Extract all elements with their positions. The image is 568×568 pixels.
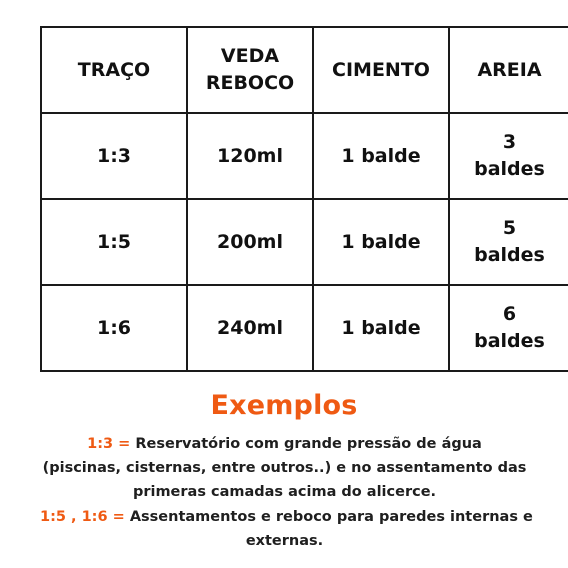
example-2-key: 1:5 , 1:6 = — [40, 509, 125, 525]
table-row — [41, 285, 568, 371]
cell-veda-reboco: 240ml — [187, 285, 313, 371]
header-traco: TRAÇO — [41, 27, 187, 113]
examples-title: Exemplos — [210, 390, 358, 421]
cell-cimento: 1 balde — [313, 199, 449, 285]
mix-ratio-table — [40, 26, 568, 372]
example-2 — [40, 505, 533, 553]
header-veda-reboco: VEDA REBOCO — [187, 27, 313, 113]
example-1 — [40, 432, 529, 504]
cell-veda-reboco: 200ml — [187, 199, 313, 285]
cell-areia: 3 baldes — [449, 113, 568, 199]
table-row — [41, 199, 568, 285]
example-2-line-1: 1:5 , 1:6 = Assentamentos e reboco para paredes internas e — [40, 509, 533, 525]
cell-cimento: 1 balde — [313, 113, 449, 199]
table-header-row — [41, 27, 568, 113]
cell-traco: 1:6 — [41, 285, 187, 371]
table-row — [41, 113, 568, 199]
header-cimento: CIMENTO — [313, 27, 449, 113]
cell-traco: 1:5 — [41, 199, 187, 285]
example-2-line-2: externas. — [245, 533, 324, 549]
cell-areia: 6 baldes — [449, 285, 568, 371]
header-areia: AREIA — [449, 27, 568, 113]
example-1-line-2: (piscinas, cisternas, entre outros..) e no assentamento das — [42, 460, 527, 476]
cell-veda-reboco: 120ml — [187, 113, 313, 199]
example-1-line-3: primeras camadas acima do alicerce. — [132, 484, 437, 500]
example-1-key: 1:3 = — [87, 436, 131, 452]
cell-traco: 1:3 — [41, 113, 187, 199]
cell-cimento: 1 balde — [313, 285, 449, 371]
cell-areia: 5 baldes — [449, 199, 568, 285]
example-1-line-1: 1:3 = Reservatório com grande pressão de água — [87, 436, 482, 452]
